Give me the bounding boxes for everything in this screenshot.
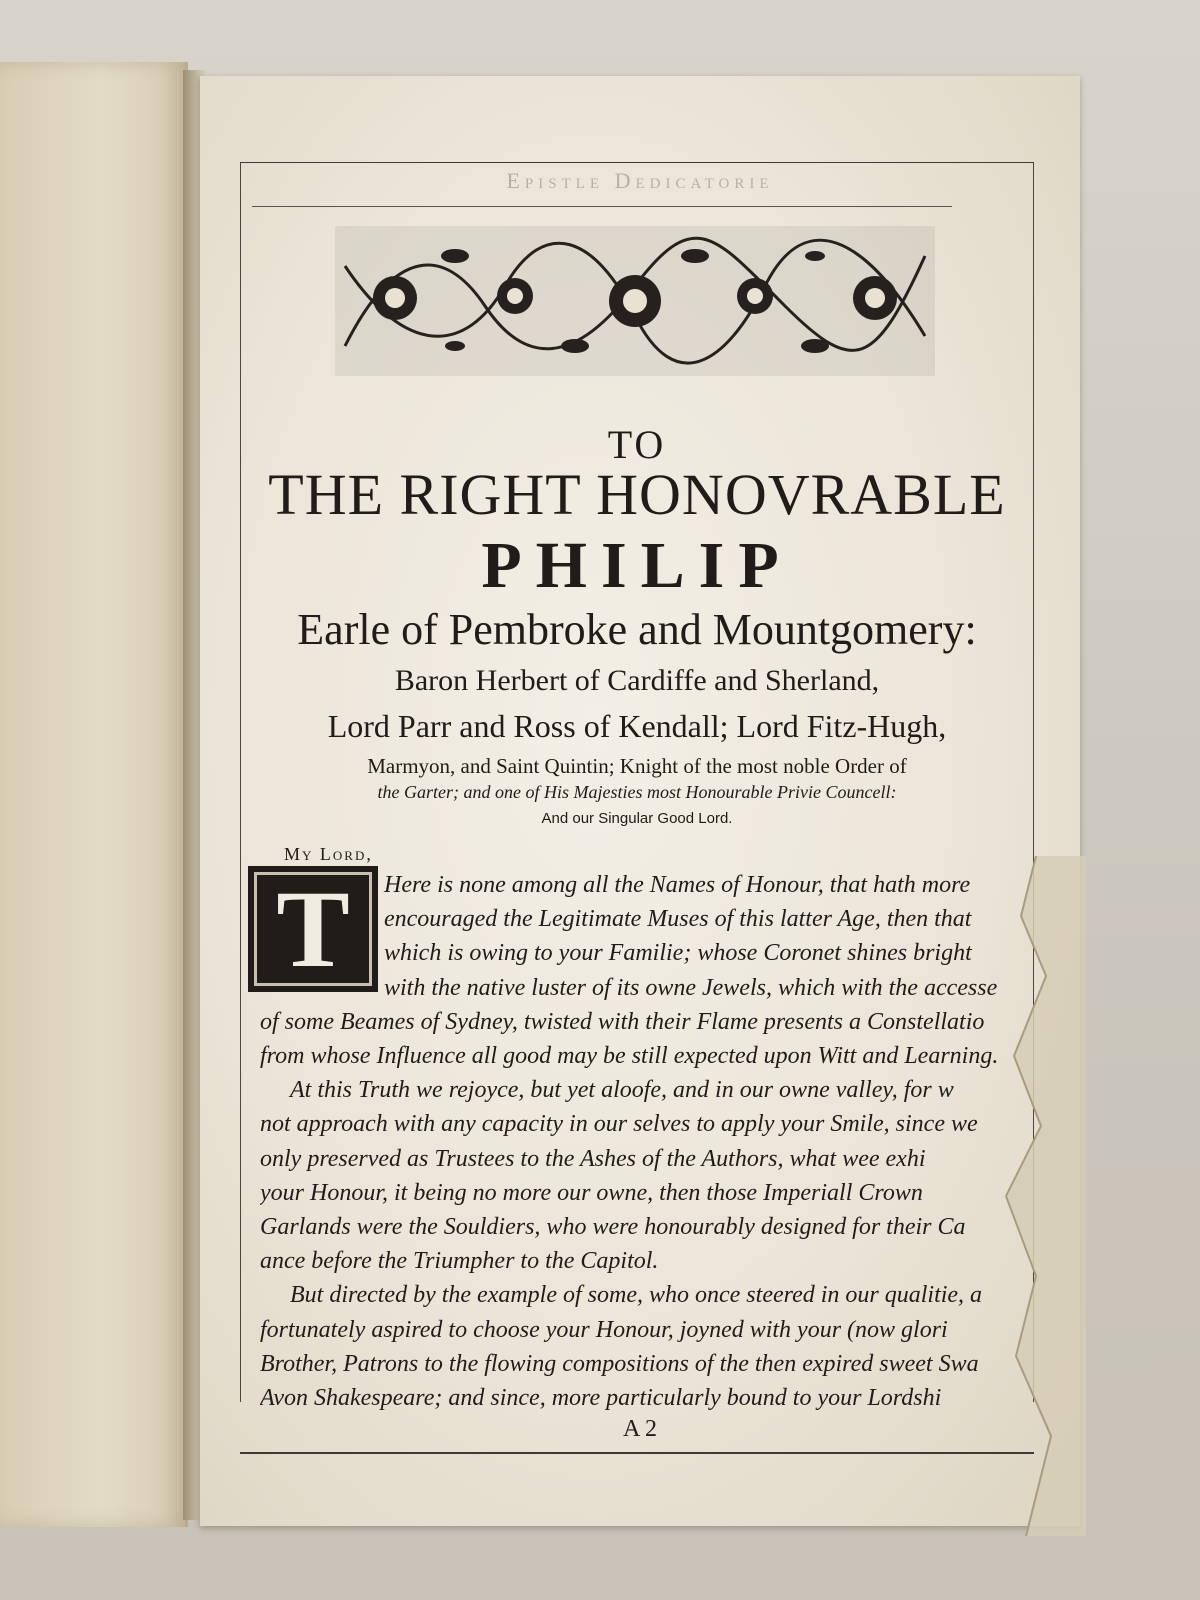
body-line: ance before the Triumpher to the Capitol. [260,1248,659,1275]
left-page-edge [0,62,188,1527]
title-marmyon: Marmyon, and Saint Quintin; Knight of the most noble Order of [367,754,907,778]
body-line: Avon Shakespeare; and since, more particularly bound to your Lordshi [260,1385,942,1412]
body-line: fortunately aspired to choose your Honour, joyned with your (now glori [260,1316,948,1343]
running-head: Epistle Dedicatorie [506,168,774,193]
top-rule [240,162,1034,163]
body-line: Here is none among all the Names of Honour, that hath more [384,872,971,898]
body-line: encouraged the Legitimate Muses of this latter Age, then that [384,906,972,933]
body-line: your Honour, it being no more our owne, then those Imperiall Crown [260,1179,923,1206]
dedicatee-name: PHILIP [481,529,793,602]
body-line: Brother, Patrons to the flowing compositions of the then expired sweet Swa [260,1350,979,1377]
signature-mark: A 2 [622,1416,657,1442]
title-lord-parr: Lord Parr and Ross of Kendall; Lord Fitz-Hugh, [327,708,947,744]
dedication-to: TO [607,422,667,467]
dedication-title: THE RIGHT HONOVRABLE [268,462,1006,527]
salutation: My Lord, [284,844,373,864]
title-garter: the Garter; and one of His Majesties most Honourable Privie Councell: [377,782,897,802]
body-line: of some Beames of Sydney, twisted with their Flame presents a Constellatio [260,1008,985,1035]
torn-edge [966,856,1086,1536]
body-line: from whose Influence all good may be still expected upon Witt and Learning. [260,1043,999,1070]
body-line: But directed by the example of some, who once steered in our qualitie, a [290,1282,983,1309]
title-singular: And our Singular Good Lord. [541,810,733,827]
book-page [200,76,1080,1526]
body-line: with the native luster of its owne Jewels, which with the accesse [384,974,998,1001]
body-line: which is owing to your Familie; whose Coronet shines bright [384,940,972,967]
bottom-rule [240,1452,1034,1454]
body-line: only preserved as Trustees to the Ashes of the Authors, what wee exhi [260,1145,926,1172]
body-line: Garlands were the Souldiers, who were honourably designed for their Ca [260,1214,966,1241]
title-baron: Baron Herbert of Cardiffe and Sherland, [394,664,880,697]
dedication-body [260,868,1030,1415]
body-line: not approach with any capacity in our selves to apply your Smile, since we [260,1111,978,1138]
decorated-initial: T [248,866,378,992]
body-line: At this Truth we rejoyce, but yet aloofe, and in our owne valley, for w [290,1077,954,1104]
headpiece-ornament [335,226,935,376]
running-head-rule [252,206,952,207]
title-earle: Earle of Pembroke and Mountgomery: [297,605,977,654]
